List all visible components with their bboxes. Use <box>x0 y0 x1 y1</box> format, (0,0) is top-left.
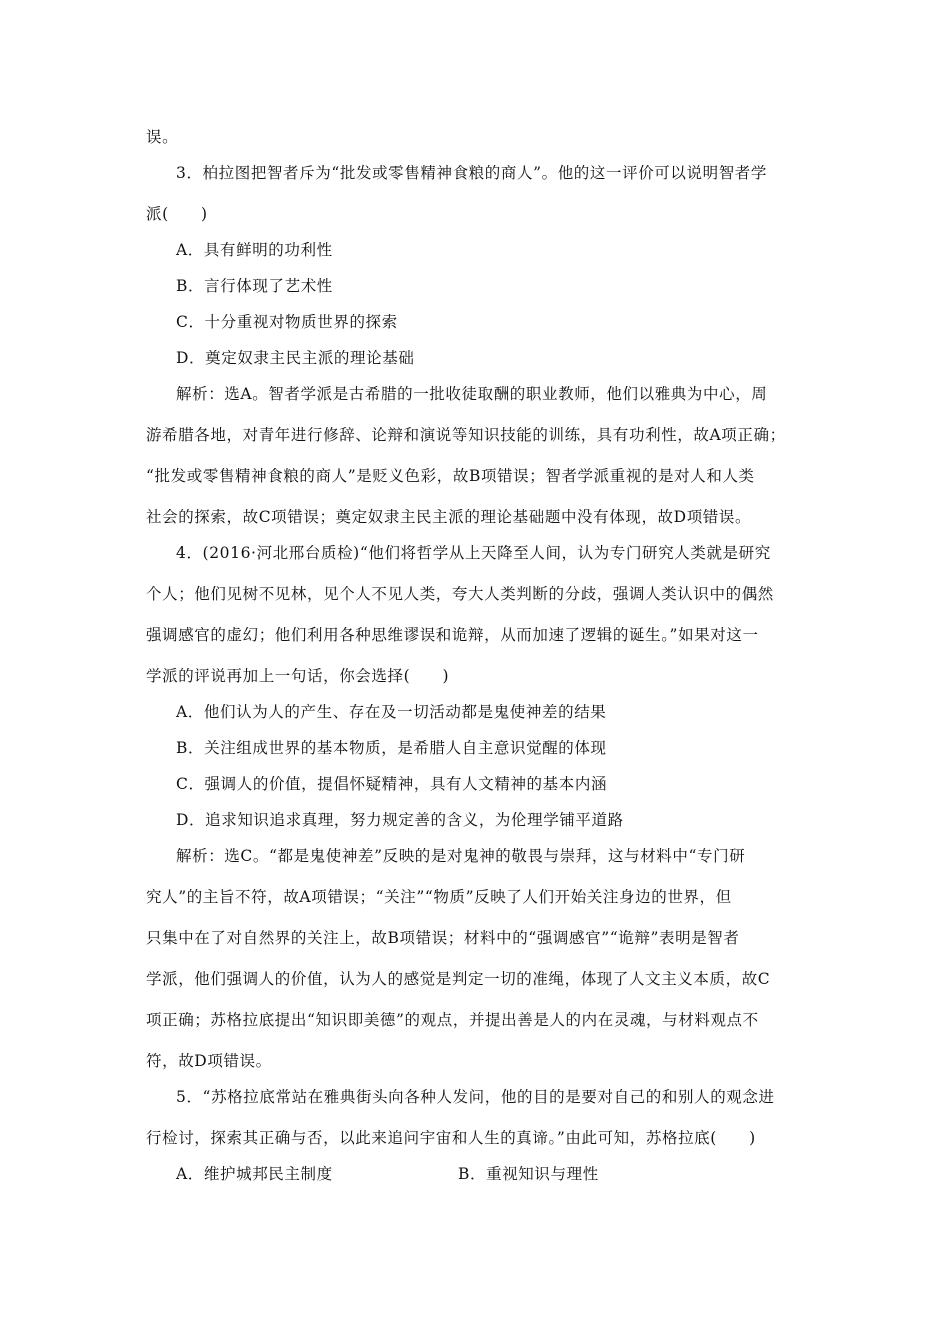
q4-stem-line-4: 学派的评说再加上一句话，你会选择( ) <box>146 667 450 685</box>
q3-analysis-line-2: 游希腊各地，对青年进行修辞、论辩和演说等知识技能的训练，具有功利性，故A项正确； <box>146 426 786 444</box>
q5-option-a: A．维护城邦民主制度 <box>176 1165 333 1183</box>
q5-stem-line-2: 行检讨，探索其正确与否，以此来追问宇宙和人生的真谛。”由此可知，苏格拉底( ) <box>146 1129 756 1147</box>
q3-option-b: B．言行体现了艺术性 <box>176 277 333 295</box>
q4-option-b: B．关注组成世界的基本物质，是希腊人自主意识觉醒的体现 <box>176 739 607 757</box>
q4-stem-line-1: 4．(2016·河北邢台质检)“他们将哲学从上天降至人间，认为专门研究人类就是研究 <box>176 544 771 562</box>
q3-analysis-line-4: 社会的探索，故C项错误；奠定奴隶主民主派的理论基础题中没有体现，故D项错误。 <box>146 508 752 526</box>
q3-analysis-line-1: 解析：选A。智者学派是古希腊的一批收徒取酬的职业教师，他们以雅典为中心，周 <box>176 385 768 403</box>
q4-option-c: C．强调人的价值，提倡怀疑精神，具有人文精神的基本内涵 <box>176 775 608 793</box>
q4-analysis-line-4: 学派，他们强调人的价值，认为人的感觉是判定一切的准绳，体现了人文主义本质，故C <box>146 970 771 988</box>
q4-analysis-line-6: 符，故D项错误。 <box>146 1052 272 1070</box>
intro-tail-text: 误。 <box>146 128 179 146</box>
q4-option-d: D．追求知识追求真理，努力规定善的含义，为伦理学铺平道路 <box>176 811 624 829</box>
q4-option-a: A．他们认为人的产生、存在及一切活动都是鬼使神差的结果 <box>176 703 607 721</box>
q4-analysis-line-5: 项正确；苏格拉底提出“知识即美德”的观点，并提出善是人的内在灵魂，与材料观点不 <box>146 1011 759 1029</box>
q4-stem-line-3: 强调感官的虚幻；他们利用各种思维谬误和诡辩，从而加速了逻辑的诞生。”如果对这一 <box>146 626 759 644</box>
q4-stem-line-2: 个人；他们见树不见林，见个人不见人类，夸大人类判断的分歧，强调人类认识中的偶然 <box>146 585 774 603</box>
q4-analysis-line-1: 解析：选C。“都是鬼使神差”反映的是对鬼神的敬畏与崇拜，这与材料中“专门研 <box>176 847 746 865</box>
q5-option-b: B．重视知识与理性 <box>458 1165 599 1183</box>
q4-analysis-line-3: 只集中在了对自然界的关注上，故B项错误；材料中的“强调感官”“诡辩”表明是智者 <box>146 929 740 947</box>
q4-analysis-line-2: 究人”的主旨不符，故A项错误；“关注”“物质”反映了人们开始关注身边的世界，但 <box>146 888 732 906</box>
q3-analysis-line-3: “批发或零售精神食粮的商人”是贬义色彩，故B项错误；智者学派重视的是对人和人类 <box>146 467 755 485</box>
q3-option-d: D．奠定奴隶主民主派的理论基础 <box>176 349 415 367</box>
q3-option-c: C．十分重视对物质世界的探索 <box>176 313 398 331</box>
q3-stem-line-1: 3．柏拉图把智者斥为“批发或零售精神食粮的商人”。他的这一评价可以说明智者学 <box>176 164 768 182</box>
q3-stem-line-2: 派( ) <box>146 205 208 223</box>
q3-option-a: A．具有鲜明的功利性 <box>176 241 333 259</box>
q5-stem-line-1: 5．“苏格拉底常站在雅典街头向各种人发问，他的目的是要对自己的和别人的观念进 <box>176 1088 775 1106</box>
